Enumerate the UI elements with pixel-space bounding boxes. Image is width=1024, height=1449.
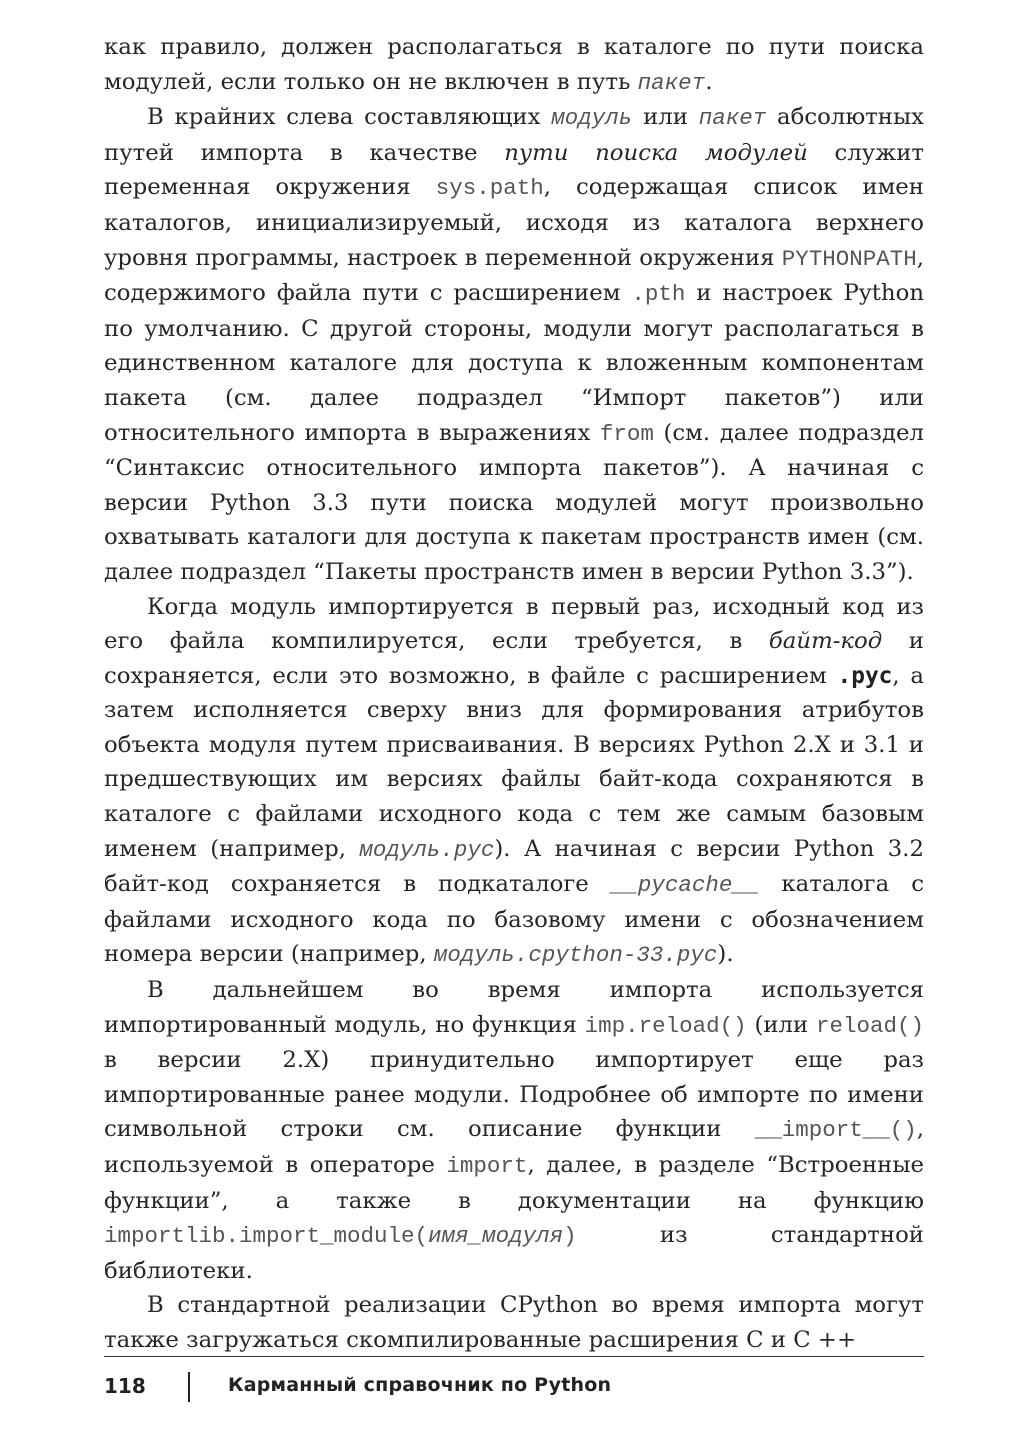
text-run: __import__() xyxy=(754,1117,917,1144)
text-run: в версии 2.X) принудительно импортирует еще раз импортированные ранее модули. Подробнее об импорте по имени символьной строки см. описание функции xyxy=(104,1047,924,1143)
text-run: модуль xyxy=(551,105,633,132)
text-run: или xyxy=(632,104,699,131)
text-run: . xyxy=(705,68,713,95)
text-run: байт-код xyxy=(768,628,883,655)
text-run: imp.reload() xyxy=(584,1012,747,1039)
page-number: 118 xyxy=(104,1374,146,1398)
text-run: reload() xyxy=(815,1012,924,1039)
page-footer xyxy=(104,1372,924,1404)
text-run: В крайних слева составляющих xyxy=(147,104,552,131)
footer-rule xyxy=(104,1356,924,1357)
text-run: абсолютных путей импорта в качестве xyxy=(104,104,924,166)
text-run: модуль.pyc xyxy=(359,836,495,863)
paragraph-5 xyxy=(104,1288,924,1357)
text-run: sys.path xyxy=(435,175,544,202)
text-run: В стандартной реализации CPython во время импорта могут также загружаться скомпилированные расширения C и C ++ xyxy=(104,1292,924,1353)
text-run: Когда модуль импортируется в первый раз, исходный код из его файла компилируется, если требуется, в xyxy=(104,593,924,655)
text-run: __pycache__ xyxy=(610,872,760,899)
text-run: (или xyxy=(746,1011,816,1038)
footer-divider xyxy=(188,1372,190,1402)
text-run: В дальнейшем во время импорта используется импортированный модуль, но функция xyxy=(104,977,924,1038)
text-run: ). xyxy=(717,941,734,968)
text-run: importlib.import_module( xyxy=(104,1223,429,1250)
text-run: ) xyxy=(563,1223,577,1250)
text-run: каталога с файлами исходного кода по базовому имени с обозначением номера версии (например, xyxy=(104,871,925,968)
text-run: и настроек Python по умолчанию. С другой стороны, модули могут располагаться в единственном каталоге для доступа к вложенным компонентам пакета (см. далее подраздел “Импорт пакетов”) или относительного импорта в выражениях xyxy=(104,280,925,446)
text-run: из стандартной библиотеки. xyxy=(104,1222,924,1284)
text-run: , а затем исполняется сверху вниз для формирования атрибутов объекта модуля путем присваивания. В версиях Python 2.X и 3.1 и предшествующих им версиях файлы байт-кода сохраняются в каталоге с файлами исходного кода с тем же самым базовым именем (например, xyxy=(104,662,924,862)
running-title: Карманный справочник по Python xyxy=(228,1374,612,1396)
text-run: , содержимого файла пути с расширением xyxy=(104,244,924,307)
paragraph-4 xyxy=(104,973,924,1288)
paragraph-3 xyxy=(104,590,924,974)
text-run: (см. далее подраздел “Синтаксис относительного импорта пакетов”). А начиная с версии Python 3.3 пути поиска модулей могут произвольно охватывать каталоги для доступа к пакетам пространств имен (см. далее подраздел “Пакеты пространств имен в версии Python 3.3”). xyxy=(104,419,924,585)
text-run: , используемой в операторе xyxy=(104,1116,924,1178)
text-run: from xyxy=(599,420,654,447)
text-run: , далее, в разделе “Встроенные функции”, а также в документации на функцию xyxy=(104,1152,924,1214)
text-run: .pyc xyxy=(837,662,893,689)
text-run: .pth xyxy=(631,281,686,308)
paragraph-1 xyxy=(104,30,924,100)
text-run: имя_модуля xyxy=(428,1223,564,1250)
text-run: пакет xyxy=(637,69,706,96)
text-run: PYTHONPATH xyxy=(781,245,917,272)
text-run: пакет xyxy=(698,105,767,132)
text-run: ). А начиная с версии Python 3.2 байт-код сохраняется в подкаталоге xyxy=(104,835,924,898)
paragraph-2 xyxy=(104,100,924,589)
text-run: как правило, должен располагаться в каталоге по пути поиска модулей, если только он не включен в путь xyxy=(104,34,924,95)
text-run: служит переменная окружения xyxy=(104,139,925,201)
text-run: пути поиска модулей xyxy=(504,139,808,166)
page-body xyxy=(104,30,924,1358)
text-run: модуль.cpython-33.pyc xyxy=(433,942,718,969)
text-run: и сохраняется, если это возможно, в файле с расширением xyxy=(104,628,924,689)
text-run: , содержащая список имен каталогов, инициализируемый, исходя из каталога верхнего уровня программы, настроек в переменной окружения xyxy=(104,174,924,271)
text-run: import xyxy=(446,1153,528,1179)
